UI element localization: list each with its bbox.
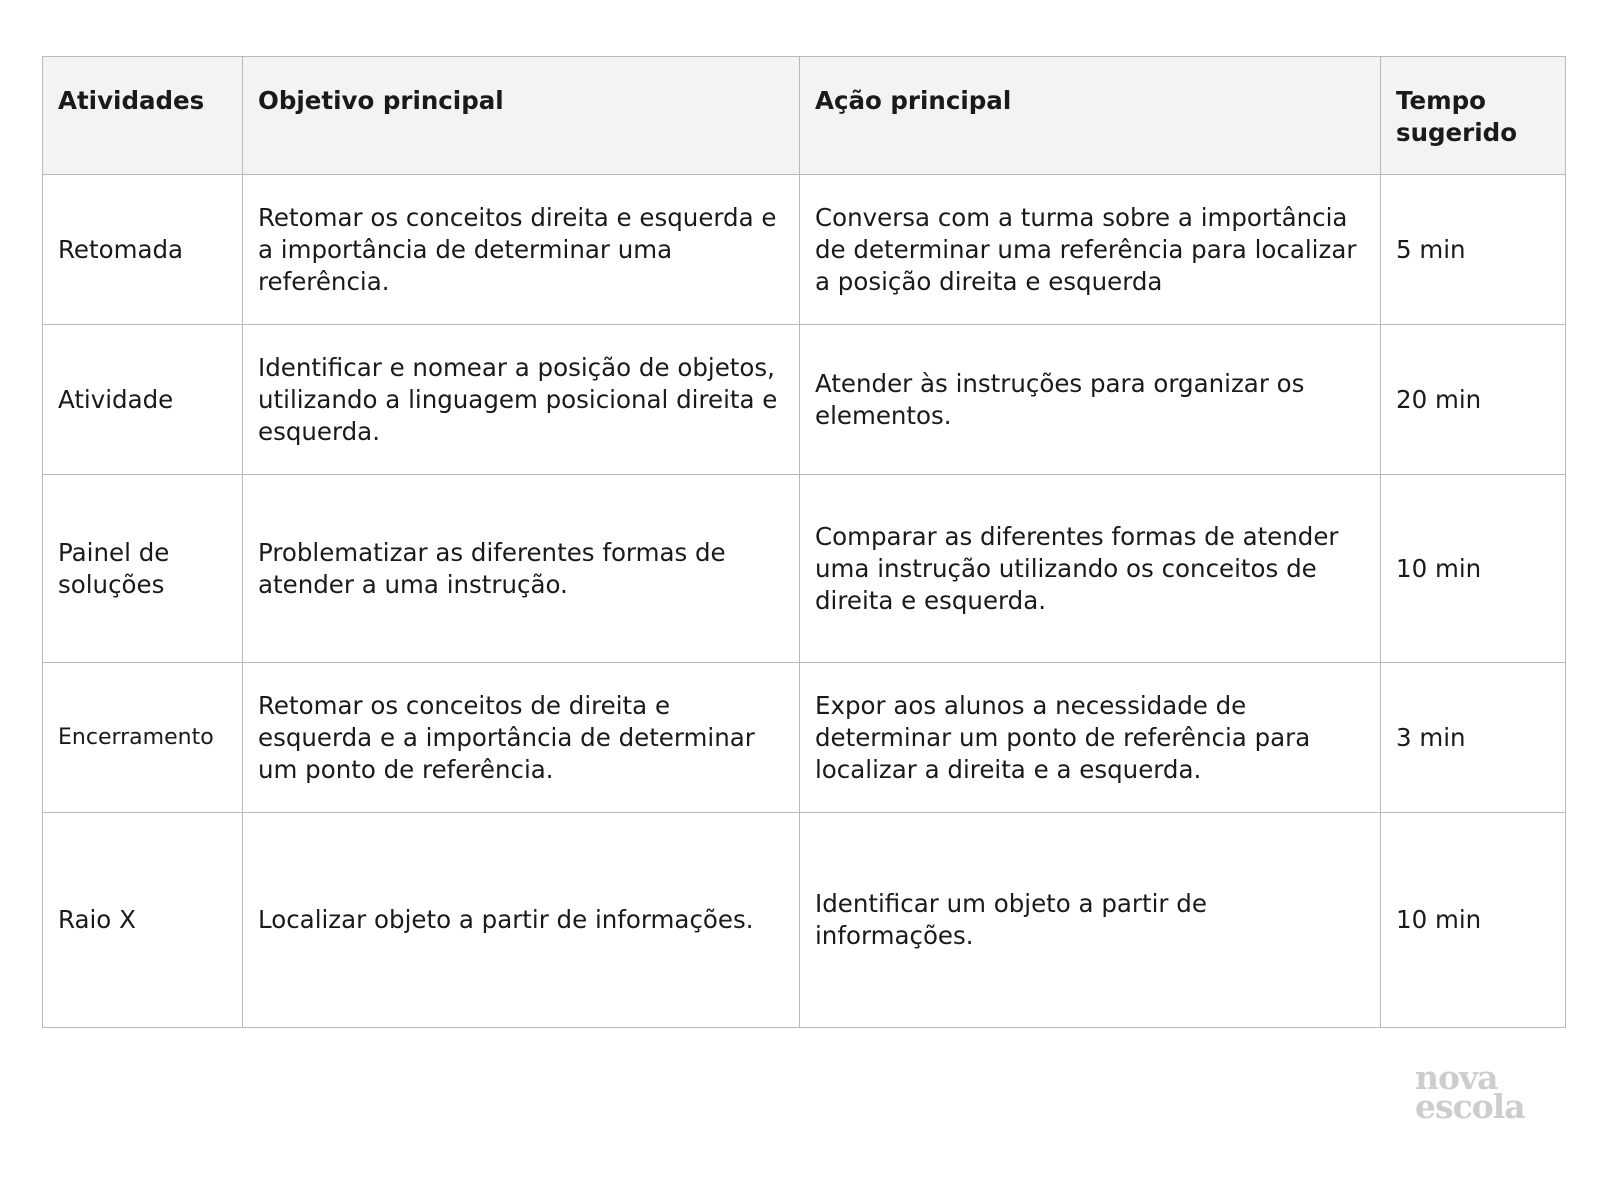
- lesson-plan-table: [42, 56, 1566, 1028]
- cell-objetivo: Retomar os conceitos de direita e esquerda e a importância de determinar um ponto de referência.: [243, 663, 800, 813]
- logo-line-escola: escola: [1415, 1087, 1525, 1126]
- cell-objetivo: Problematizar as diferentes formas de atender a uma instrução.: [243, 475, 800, 663]
- cell-objetivo: Localizar objeto a partir de informações.: [243, 813, 800, 1028]
- cell-acao: Atender às instruções para organizar os elementos.: [800, 325, 1381, 475]
- cell-tempo: 10 min: [1381, 475, 1566, 663]
- header-objetivo-principal: Objetivo principal: [243, 57, 800, 175]
- cell-tempo: 20 min: [1381, 325, 1566, 475]
- nova-escola-logo: [1415, 1058, 1535, 1126]
- cell-atividade: Raio X: [43, 813, 243, 1028]
- cell-atividade: Retomada: [43, 175, 243, 325]
- header-acao-principal: Ação principal: [800, 57, 1381, 175]
- logo-line-nova: nova: [1415, 1058, 1498, 1097]
- cell-atividade: Atividade: [43, 325, 243, 475]
- table-row: [43, 175, 1566, 325]
- table-row: [43, 475, 1566, 663]
- cell-acao: Conversa com a turma sobre a importância de determinar uma referência para localizar a posição direita e esquerda: [800, 175, 1381, 325]
- header-tempo-sugerido: Tempo sugerido: [1381, 57, 1566, 175]
- cell-atividade: Encerramento: [43, 663, 243, 813]
- header-atividades: Atividades: [43, 57, 243, 175]
- cell-objetivo: Identificar e nomear a posição de objetos, utilizando a linguagem posicional direita e esquerda.: [243, 325, 800, 475]
- cell-acao: Comparar as diferentes formas de atender uma instrução utilizando os conceitos de direita e esquerda.: [800, 475, 1381, 663]
- cell-objetivo: Retomar os conceitos direita e esquerda e a importância de determinar uma referência.: [243, 175, 800, 325]
- table-row: [43, 813, 1566, 1028]
- cell-tempo: 3 min: [1381, 663, 1566, 813]
- cell-tempo: 5 min: [1381, 175, 1566, 325]
- table-row: [43, 325, 1566, 475]
- table-row: [43, 663, 1566, 813]
- cell-acao: Identificar um objeto a partir de informações.: [800, 813, 1381, 1028]
- cell-acao: Expor aos alunos a necessidade de determinar um ponto de referência para localizar a direita e a esquerda.: [800, 663, 1381, 813]
- table-header-row: [43, 57, 1566, 175]
- cell-atividade: Painel de soluções: [43, 475, 243, 663]
- cell-tempo: 10 min: [1381, 813, 1566, 1028]
